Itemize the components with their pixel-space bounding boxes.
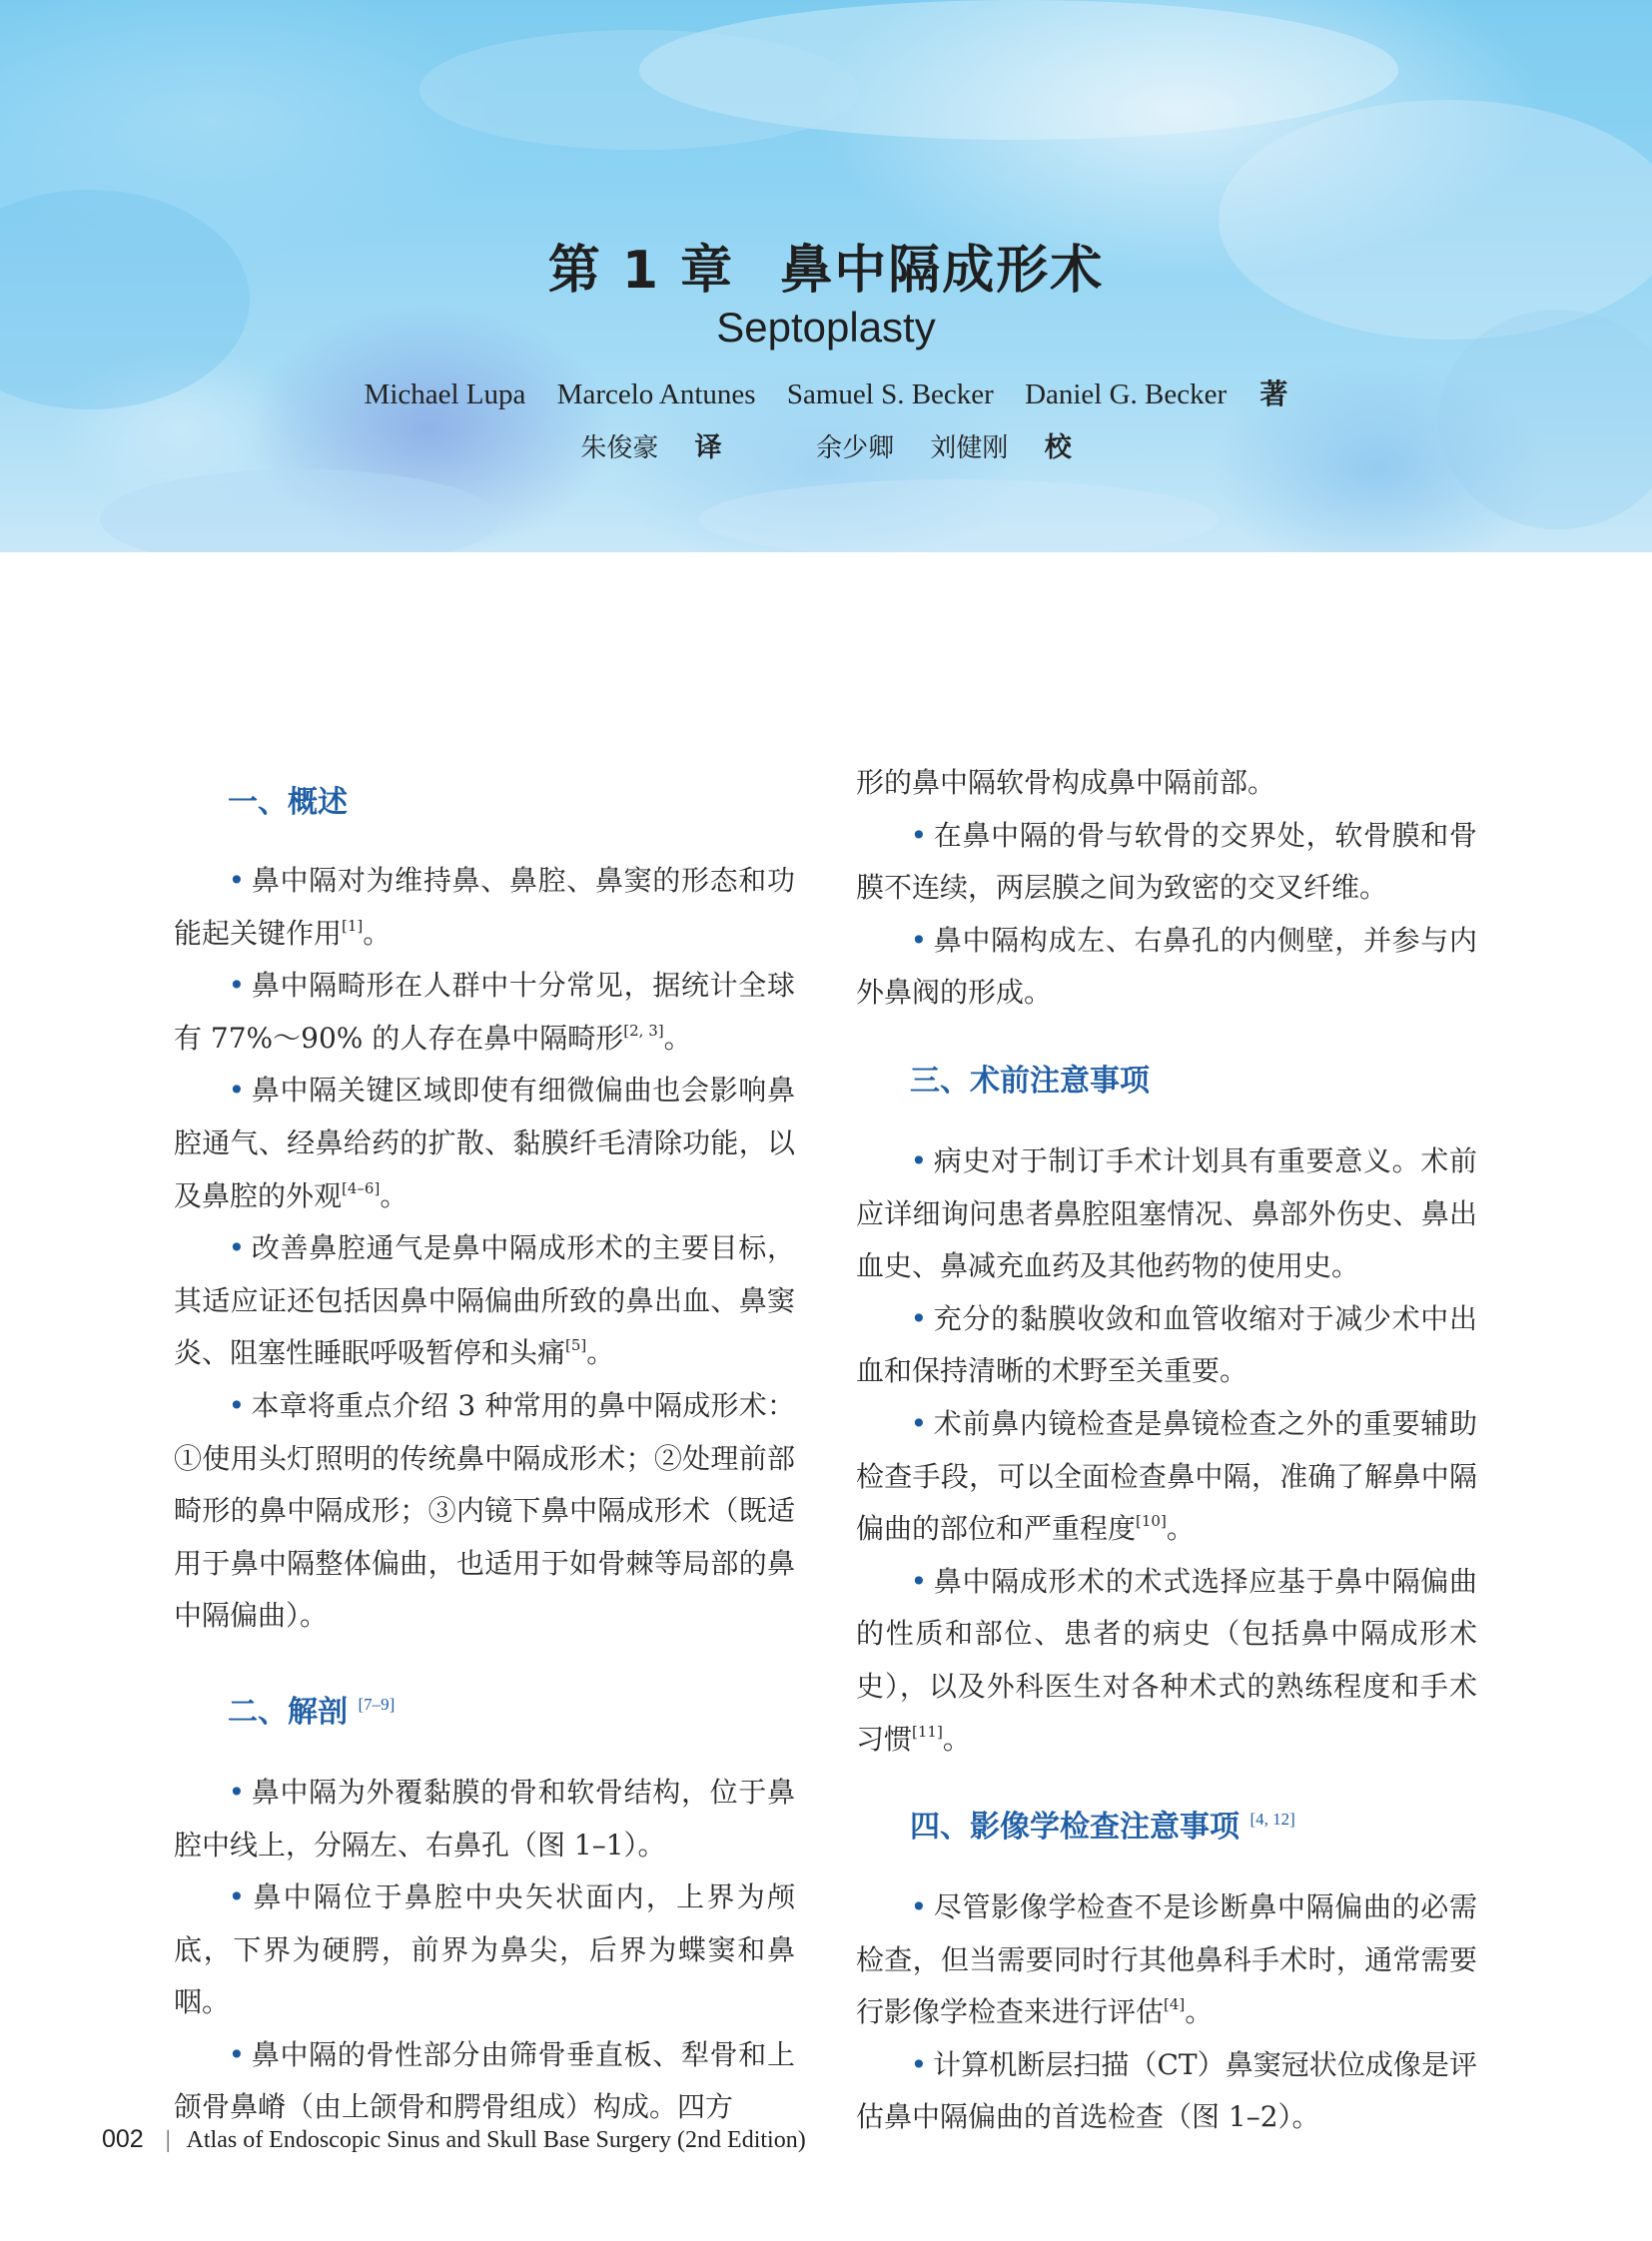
author-name: Michael Lupa	[364, 378, 526, 410]
bullet-icon: •	[910, 1301, 928, 1335]
bullet-paragraph: • 鼻中隔对为维持鼻、鼻腔、鼻窦的形态和功能起关键作用[1]。	[174, 864, 795, 950]
author-role: 著	[1259, 377, 1288, 410]
bullet-icon: •	[228, 864, 246, 897]
bullet-paragraph: • 改善鼻腔通气是鼻中隔成形术的主要目标，其适应证还包括因鼻中隔偏曲所致的鼻出血、鼻窦炎、阻塞性睡眠呼吸暂停和头痛[5]。	[174, 1231, 795, 1370]
citation: [4–6]	[342, 1178, 381, 1197]
citation: [5]	[565, 1336, 587, 1355]
bullet-icon: •	[228, 2037, 246, 2071]
bullet-icon: •	[228, 1388, 246, 1422]
bullet-paragraph: • 鼻中隔成形术的术式选择应基于鼻中隔偏曲的性质和部位、患者的病史（包括鼻中隔成形术史），以及外科医生对各种术式的熟练程度和手术习惯[11]。	[856, 1564, 1477, 1756]
bullet-paragraph: • 鼻中隔的骨性部分由筛骨垂直板、犁骨和上颌骨鼻嵴（由上颌骨和腭骨组成）构成。四方	[174, 2037, 795, 2124]
continued-paragraph: 形的鼻中隔软骨构成鼻中隔前部。	[856, 766, 1276, 799]
bullet-icon: •	[228, 1231, 246, 1265]
bullet-paragraph: • 鼻中隔位于鼻腔中央矢状面内，上界为颅底，下界为硬腭，前界为鼻尖，后界为蝶窦和鼻咽。	[174, 1880, 795, 2019]
bullet-paragraph: • 在鼻中隔的骨与软骨的交界处，软骨膜和骨膜不连续，两层膜之间为致密的交叉纤维。	[856, 818, 1477, 905]
bullet-icon: •	[910, 1406, 928, 1440]
citation: [7–9]	[358, 1694, 396, 1714]
reviewer-name: 刘健刚	[930, 433, 1009, 463]
footer-separator: |	[165, 2127, 171, 2153]
translator-role: 译	[694, 432, 722, 463]
section-heading-preoperative: 三、术前注意事项	[910, 1063, 1150, 1099]
author-name: Samuel S. Becker	[786, 378, 994, 410]
bullet-icon: •	[228, 969, 246, 1003]
citation: [10]	[1136, 1512, 1167, 1531]
bullet-paragraph: • 充分的黏膜收敛和血管收缩对于减少术中出血和保持清晰的术野至关重要。	[856, 1301, 1477, 1388]
bullet-icon: •	[228, 1880, 246, 1914]
chapter-title	[0, 228, 1652, 303]
author-name: Marcelo Antunes	[556, 378, 756, 410]
translator-line	[0, 425, 1652, 464]
bullet-icon: •	[228, 1775, 246, 1809]
bullet-icon: •	[910, 1564, 928, 1598]
citation: [4, 12]	[1249, 1810, 1295, 1830]
reviewer-name: 余少卿	[816, 433, 895, 463]
bullet-icon: •	[228, 1074, 246, 1108]
author-line	[0, 373, 1652, 412]
bullet-paragraph: • 计算机断层扫描（CT）鼻窦冠状位成像是评估鼻中隔偏曲的首选检查（图 1–2）。	[856, 2047, 1477, 2134]
bullet-icon: •	[910, 923, 928, 957]
bullet-paragraph: • 鼻中隔为外覆黏膜的骨和软骨结构，位于鼻腔中线上，分隔左、右鼻孔（图 1–1）。	[174, 1775, 795, 1862]
citation: [1]	[342, 916, 364, 935]
bullet-paragraph: • 鼻中隔关键区域即使有细微偏曲也会影响鼻腔通气、经鼻给药的扩散、黏膜纤毛清除功能，以及鼻腔的外观[4–6]。	[174, 1074, 795, 1212]
book-title: Atlas of Endoscopic Sinus and Skull Base Surgery (2nd Edition)	[186, 2127, 806, 2153]
chapter-label: 第 1 章	[547, 241, 735, 301]
bullet-paragraph: • 本章将重点介绍 3 种常用的鼻中隔成形术：①使用头灯照明的传统鼻中隔成形术；②处理前部畸形的鼻中隔成形；③内镜下鼻中隔成形术（既适用于鼻中隔整体偏曲，也适用于如骨棘等局部的鼻中隔偏曲）。	[174, 1388, 795, 1633]
author-name: Daniel G. Becker	[1025, 378, 1228, 410]
bullet-icon: •	[910, 2047, 928, 2081]
bullet-paragraph: • 术前鼻内镜检查是鼻镜检查之外的重要辅助检查手段，可以全面检查鼻中隔，准确了解鼻中隔偏曲的部位和严重程度[10]。	[856, 1406, 1477, 1546]
english-title: Septoplasty	[716, 304, 936, 351]
section-heading-overview: 一、概述	[228, 785, 348, 820]
page-footer	[102, 2125, 806, 2154]
bullet-icon: •	[910, 818, 928, 852]
bullet-paragraph: • 尽管影像学检查不是诊断鼻中隔偏曲的必需检查，但当需要同时行其他鼻科手术时，通常需要行影像学检查来进行评估[4]。	[856, 1890, 1477, 2029]
bullet-paragraph: • 鼻中隔构成左、右鼻孔的内侧壁，并参与内外鼻阀的形成。	[856, 923, 1477, 1010]
citation: [4]	[1164, 1995, 1186, 2014]
chapter-title-text: 鼻中隔成形术	[780, 241, 1105, 301]
translator-name: 朱俊豪	[580, 433, 659, 463]
left-column	[174, 737, 795, 2134]
right-column	[856, 757, 1477, 2144]
page-number: 002	[102, 2125, 144, 2153]
bullet-icon: •	[910, 1143, 928, 1177]
bullet-paragraph: • 病史对于制订手术计划具有重要意义。术前应详细询问患者鼻腔阻塞情况、鼻部外伤史、鼻出血史、鼻减充血药及其他药物的使用史。	[856, 1143, 1477, 1283]
section-heading-anatomy: 二、解剖 [7–9]	[228, 1694, 396, 1730]
bullet-icon: •	[910, 1890, 928, 1924]
bullet-paragraph: • 鼻中隔畸形在人群中十分常见，据统计全球有 77%～90% 的人存在鼻中隔畸形[2, 3]。	[174, 969, 795, 1055]
citation: [11]	[912, 1722, 943, 1741]
citation: [2, 3]	[623, 1021, 664, 1040]
chapter-banner	[0, 0, 1652, 552]
section-heading-imaging: 四、影像学检查注意事项 [4, 12]	[910, 1810, 1295, 1846]
reviewer-role: 校	[1044, 432, 1072, 463]
